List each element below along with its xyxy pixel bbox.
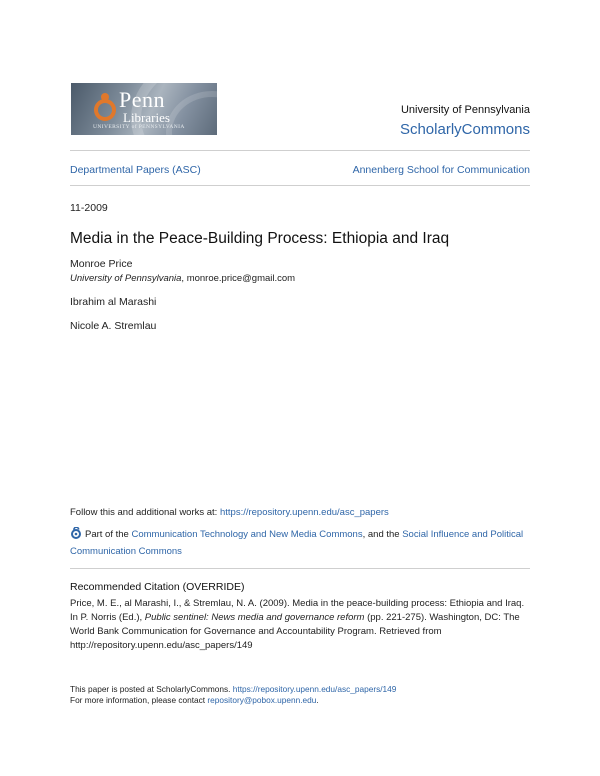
commons-link-social-influence[interactable]: Social Influence and Political Communication Commons xyxy=(70,529,524,557)
author-3-name: Nicole A. Stremlau xyxy=(70,320,157,332)
scholarlycommons-link[interactable]: ScholarlyCommons xyxy=(399,121,530,138)
departmental-papers-link[interactable]: Departmental Papers (ASC) xyxy=(70,164,201,176)
author-1-name: Monroe Price xyxy=(70,258,133,270)
footer-email-link[interactable]: repository@pobox.upenn.edu xyxy=(207,695,317,705)
logo-university-text: UNIVERSITY of PENNSYLVANIA xyxy=(93,124,185,130)
divider-citation xyxy=(70,568,530,569)
follow-url-link[interactable]: https://repository.upenn.edu/asc_papers xyxy=(219,507,389,518)
publication-date: 11-2009 xyxy=(70,202,108,214)
citation-part-a: Price, M. E., al Marashi, I., & Stremlau, N. A. (2009). Media in the peace-building process: Ethiopia and Iraq. In P. Norris (Ed.), xyxy=(70,598,525,623)
penn-libraries-logo xyxy=(71,83,217,135)
recommended-citation-heading: Recommended Citation (OVERRIDE) xyxy=(70,581,245,593)
penn-libraries-mark-icon xyxy=(93,91,117,123)
footer-contact-line xyxy=(70,695,540,706)
part-of-middle: , and the xyxy=(362,529,403,540)
commons-link-communication-technology[interactable]: Communication Technology and New Media Commons xyxy=(131,529,363,540)
citation-part-b: (pp. 221-275). Washington, DC: The World Bank Communication for Governance and Accountability Program. Retrieved from http://repository.upenn.edu/asc_papers/149 xyxy=(70,612,520,651)
paper-title: Media in the Peace-Building Process: Ethiopia and Iraq xyxy=(70,230,450,247)
part-of-line xyxy=(70,526,530,560)
follow-prefix: Follow this and additional works at: xyxy=(70,507,220,518)
footer-posted-line xyxy=(70,684,540,695)
footer-posted-url-link[interactable]: https://repository.upenn.edu/asc_papers/149 xyxy=(232,684,397,694)
author-1-institution: University of Pennsylvania xyxy=(70,273,182,284)
footer-contact-suffix: . xyxy=(316,695,319,705)
part-of-prefix: Part of the xyxy=(85,529,132,540)
open-access-icon xyxy=(70,527,82,539)
footer-contact-prefix: For more information, please contact xyxy=(70,695,208,705)
divider-top xyxy=(70,150,530,151)
author-2-name: Ibrahim al Marashi xyxy=(70,296,157,308)
annenberg-school-link[interactable]: Annenberg School for Communication xyxy=(352,164,530,176)
author-1-affiliation xyxy=(70,273,295,284)
author-1-email: , monroe.price@gmail.com xyxy=(181,273,296,284)
logo-penn-text: Penn xyxy=(119,87,165,112)
divider-series xyxy=(70,185,530,186)
follow-line xyxy=(70,507,389,518)
footer-posted-prefix: This paper is posted at ScholarlyCommons. xyxy=(70,684,233,694)
citation-journal: Public sentinel: News media and governance reform xyxy=(144,612,365,623)
logo-libraries-text: Libraries xyxy=(123,110,170,125)
citation-text xyxy=(70,597,532,653)
footer xyxy=(70,684,540,706)
university-name: University of Pennsylvania xyxy=(400,104,530,116)
